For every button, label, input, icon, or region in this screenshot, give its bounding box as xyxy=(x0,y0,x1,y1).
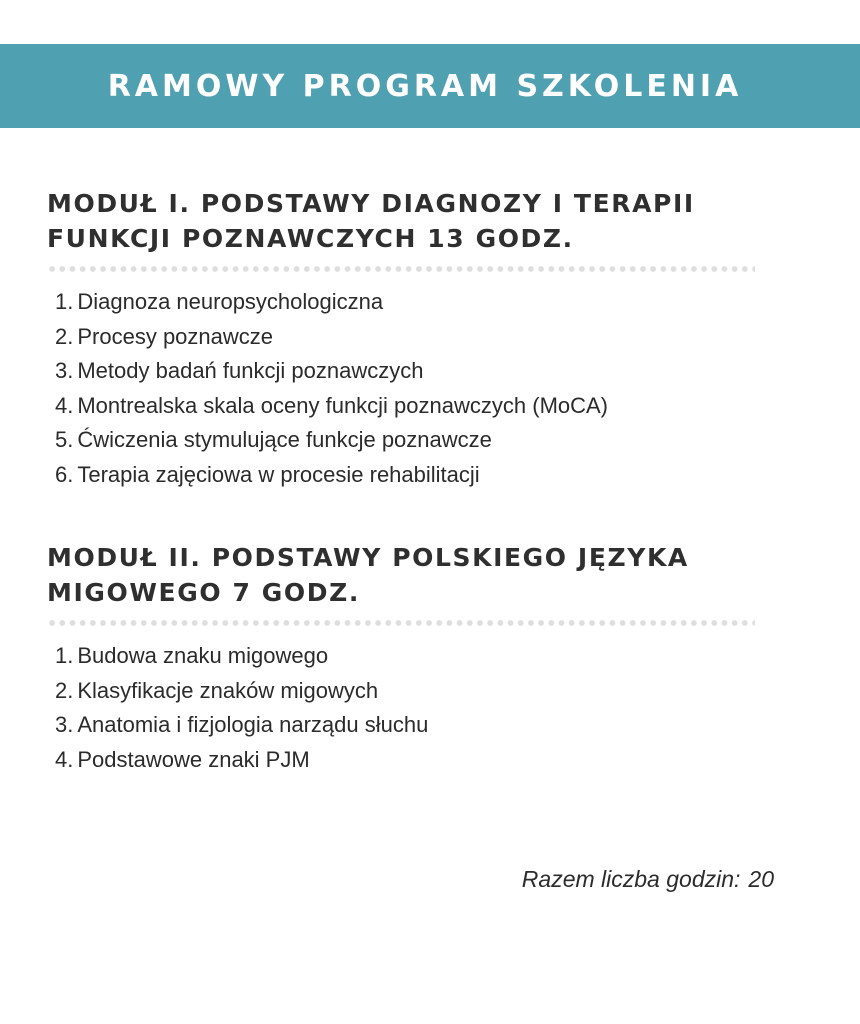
total-hours-value: 20 xyxy=(748,866,774,892)
item-number: 1. xyxy=(55,643,74,668)
item-number: 4. xyxy=(55,392,74,418)
list-item xyxy=(55,423,767,458)
item-label: Budowa znaku migowego xyxy=(77,643,329,668)
module-2 xyxy=(47,540,767,777)
list-item xyxy=(55,320,767,355)
item-number: 1. xyxy=(55,289,74,314)
item-number: 2. xyxy=(55,323,74,349)
item-number: 2. xyxy=(55,677,74,703)
item-number: 6. xyxy=(55,461,74,487)
item-label: Ćwiczenia stymulujące funkcje poznawcze xyxy=(77,427,492,453)
list-item xyxy=(55,639,767,674)
item-label: Montrealska skala oceny funkcji poznawczych (MoCA) xyxy=(77,392,609,418)
dotted-divider xyxy=(47,265,755,273)
header-banner xyxy=(0,44,860,128)
total-hours-label: Razem liczba godzin: xyxy=(521,866,741,892)
list-item xyxy=(55,458,767,493)
item-number: 4. xyxy=(55,746,74,772)
item-label: Procesy poznawcze xyxy=(77,323,274,349)
module-1-topic-list xyxy=(55,285,767,493)
module-2-title-line-1: MODUŁ II. PODSTAWY POLSKIEGO JĘZYKA xyxy=(47,543,689,572)
list-item xyxy=(55,743,767,778)
item-number: 3. xyxy=(55,712,74,738)
item-number: 3. xyxy=(55,358,74,384)
list-item xyxy=(55,389,767,424)
page-title: RAMOWY PROGRAM SZKOLENIA xyxy=(107,68,743,104)
module-1 xyxy=(47,186,767,493)
module-1-title-line-2: FUNKCJI POZNAWCZYCH 13 GODZ. xyxy=(47,224,574,253)
module-1-title-line-1: MODUŁ I. PODSTAWY DIAGNOZY I TERAPII xyxy=(47,189,695,218)
module-2-topic-list xyxy=(55,639,767,777)
list-item xyxy=(55,674,767,709)
list-item xyxy=(55,354,767,389)
module-2-title xyxy=(47,540,767,610)
module-1-title xyxy=(47,186,767,256)
item-label: Podstawowe znaki PJM xyxy=(77,746,310,772)
item-label: Diagnoza neuropsychologiczna xyxy=(77,289,384,314)
item-label: Terapia zajęciowa w procesie rehabilitacji xyxy=(77,461,480,487)
dotted-divider xyxy=(47,619,755,627)
item-label: Metody badań funkcji poznawczych xyxy=(77,358,424,384)
module-2-title-line-2: MIGOWEGO 7 GODZ. xyxy=(47,578,360,607)
item-number: 5. xyxy=(55,427,74,453)
list-item xyxy=(55,708,767,743)
item-label: Klasyfikacje znaków migowych xyxy=(77,677,379,703)
total-hours xyxy=(522,866,774,893)
item-label: Anatomia i fizjologia narządu słuchu xyxy=(77,712,429,738)
list-item xyxy=(55,285,767,320)
